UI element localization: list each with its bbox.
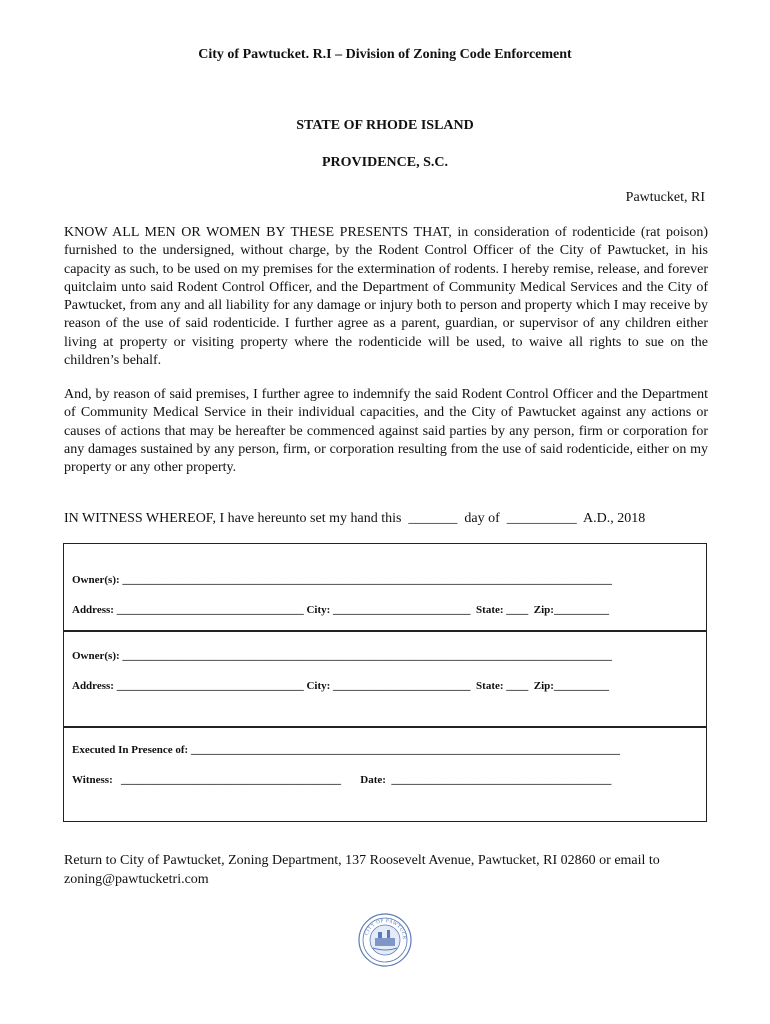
owner-block-2 [63,631,707,727]
address-field-2[interactable]: Address: __________________________________ City: _________________________ State: ____ Zip:__________ [72,680,609,692]
county-heading: PROVIDENCE, S.C. [321,155,448,170]
execution-block [63,727,707,822]
owner-field-1[interactable]: Owner(s): _________________________________________________________________________________________ [72,574,612,586]
document-header: City of Pawtucket. R.I – Division of Zoning Code Enforcement [198,47,572,62]
witness-date-field[interactable]: Witness: ________________________________________ Date: ________________________________________ [72,774,612,786]
release-paragraph: KNOW ALL MEN OR WOMEN BY THESE PRESENTS THAT, in consideration of rodenticide (rat poison) furnished to the undersigned, without charge, by the Rodent Control Officer of the City of Pawtucket, in his capacity as such, to be used on my premises for the extermination of rodents. I hereby remise, release, and forever quitclaim unto said Rodent Control Officer, and the Department of Community Medical Services and the City of Pawtucket, from any and all liability for any damage or injury both to person and property which I may receive by reason of the use of said rodenticide. I further agree as a parent, guardian, or supervisor of any children either living at property or visiting property where the rodenticide will be used, to waive all rights to sue on the children’s behalf. [64,225,708,369]
city-seal-icon [357,912,413,968]
seal-lettering: CITY OF PAWTUCK [364,918,407,941]
witness-whereof-line: IN WITNESS WHEREOF, I have hereunto set my hand this _______ day of __________ A.D., 2018 [64,511,646,526]
return-instructions: Return to City of Pawtucket, Zoning Department, 137 Roosevelt Avenue, Pawtucket, RI 02860 or email to zoning@pawtucketri.com [64,853,660,887]
address-field-1[interactable]: Address: __________________________________ City: _________________________ State: ____ Zip:__________ [72,604,609,616]
place-line: Pawtucket, RI [625,190,705,205]
state-heading: STATE OF RHODE ISLAND [296,118,474,133]
owner-block-1 [63,543,707,631]
owner-field-2[interactable]: Owner(s): _________________________________________________________________________________________ [72,650,612,662]
executed-in-presence-field[interactable]: Executed In Presence of: ______________________________________________________________________________ [72,744,620,756]
indemnify-paragraph: And, by reason of said premises, I further agree to indemnify the said Rodent Control Officer and the Department of Community Medical Service in their individual capacities, and the City of Pawtucket against any actions or causes of actions that may be hereafter be commenced against said parties by any person, firm or corporation for any damages sustained by any person, firm, or corporation resulting from the use of said rodenticide, either on my property or any other property. [64,387,708,476]
